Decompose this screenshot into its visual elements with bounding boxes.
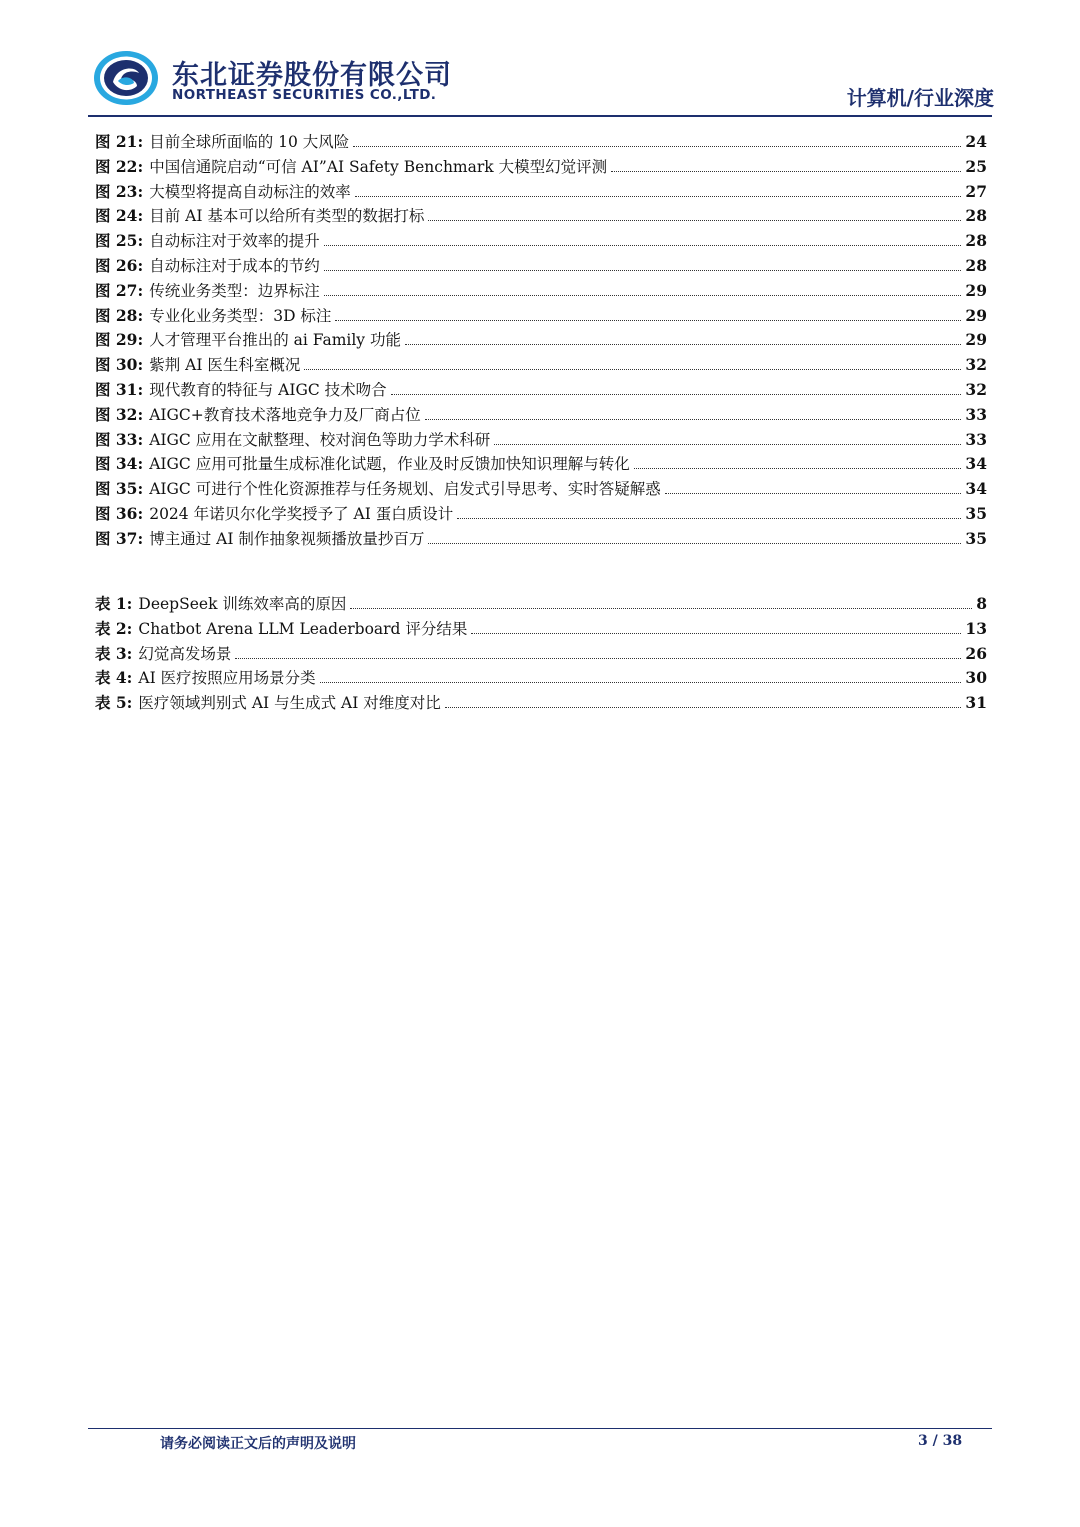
dot-leader bbox=[634, 468, 962, 469]
figure-entry[interactable] bbox=[95, 452, 987, 477]
dot-leader bbox=[353, 146, 961, 147]
toc-entry-page: 35 bbox=[965, 503, 987, 523]
toc-entry-label: 图 25: bbox=[95, 231, 144, 251]
company-name-cn: 东北证券股份有限公司 bbox=[172, 60, 452, 91]
toc-entry-title: 幻觉高发场景 bbox=[138, 644, 232, 663]
toc-entry-page: 35 bbox=[965, 528, 987, 548]
dot-leader bbox=[335, 320, 961, 321]
dot-leader bbox=[428, 543, 961, 544]
figure-entry[interactable] bbox=[95, 477, 987, 502]
toc-entry-label: 图 23: bbox=[95, 181, 144, 201]
dot-leader bbox=[304, 369, 961, 370]
figure-entry[interactable] bbox=[95, 229, 987, 254]
toc-entry-title: 目前全球所面临的 10 大风险 bbox=[149, 133, 350, 151]
toc-entry-title: AI 医疗按照应用场景分类 bbox=[138, 669, 316, 688]
dot-leader bbox=[445, 707, 962, 708]
toc-entry-label: 图 29: bbox=[95, 330, 144, 350]
figure-entry[interactable] bbox=[95, 527, 987, 552]
toc-entry-label: 图 28: bbox=[95, 305, 144, 325]
toc-entry-page: 33 bbox=[965, 429, 987, 449]
figure-entry[interactable] bbox=[95, 180, 987, 205]
toc-entry-label: 图 31: bbox=[95, 379, 144, 399]
toc-entry-label: 图 30: bbox=[95, 355, 144, 375]
toc-entry-page: 34 bbox=[965, 454, 987, 474]
report-category: 计算机/行业深度 bbox=[846, 86, 994, 110]
table-entry[interactable] bbox=[95, 691, 987, 716]
figure-entry[interactable] bbox=[95, 130, 987, 155]
toc-entry-label: 图 26: bbox=[95, 255, 144, 275]
dot-leader bbox=[324, 245, 962, 246]
dot-leader bbox=[471, 633, 961, 634]
toc-entry-title: 紫荆 AI 医生科室概况 bbox=[149, 356, 301, 375]
toc-entry-page: 13 bbox=[965, 618, 987, 638]
page-header bbox=[0, 0, 1080, 120]
toc-entry-page: 32 bbox=[965, 355, 987, 375]
dot-leader bbox=[235, 658, 961, 659]
dot-leader bbox=[355, 196, 962, 197]
toc-entry-title: 传统业务类型：边界标注 bbox=[149, 281, 320, 300]
toc-entry-label: 图 37: bbox=[95, 528, 144, 548]
toc-entry-page: 29 bbox=[965, 330, 987, 350]
figure-entry[interactable] bbox=[95, 254, 987, 279]
page-number: 3 / 38 bbox=[918, 1433, 963, 1449]
company-name-en: NORTHEAST SECURITIES CO.,LTD. bbox=[172, 87, 437, 103]
figure-entry[interactable] bbox=[95, 279, 987, 304]
toc-entry-label: 表 3: bbox=[95, 643, 133, 663]
dot-leader bbox=[324, 295, 962, 296]
toc-entry-label: 表 1: bbox=[95, 594, 133, 613]
dot-leader bbox=[391, 394, 962, 395]
northeast-securities-logo-icon bbox=[93, 50, 159, 106]
figure-entry[interactable] bbox=[95, 204, 987, 229]
toc-entry-label: 图 36: bbox=[95, 503, 144, 523]
dot-leader bbox=[405, 344, 961, 345]
toc-entry-page: 31 bbox=[965, 693, 987, 713]
toc-entry-page: 28 bbox=[965, 255, 987, 275]
dot-leader bbox=[457, 518, 961, 519]
toc-entry-page: 34 bbox=[965, 479, 987, 499]
toc-entry-title: AIGC 应用可批量生成标准化试题，作业及时反馈加快知识理解与转化 bbox=[149, 455, 630, 474]
toc-entry-label: 图 27: bbox=[95, 280, 144, 300]
toc-entry-title: 自动标注对于效率的提升 bbox=[149, 232, 320, 251]
toc-entry-label: 表 4: bbox=[95, 668, 133, 688]
dot-leader bbox=[320, 682, 962, 683]
footer-divider bbox=[88, 1428, 992, 1429]
figure-entry[interactable] bbox=[95, 502, 987, 527]
toc-entry-page: 25 bbox=[965, 156, 987, 176]
figure-entry[interactable] bbox=[95, 155, 987, 180]
toc-entry-title: 目前 AI 基本可以给所有类型的数据打标 bbox=[149, 207, 425, 226]
toc-entry-label: 图 33: bbox=[95, 429, 144, 449]
toc-entry-label: 表 5: bbox=[95, 693, 133, 713]
dot-leader bbox=[425, 419, 962, 420]
dot-leader bbox=[350, 608, 972, 609]
toc-entry-title: AIGC 可进行个性化资源推荐与任务规划、启发式引导思考、实时答疑解惑 bbox=[149, 480, 661, 499]
toc-entry-title: 专业化业务类型：3D 标注 bbox=[149, 306, 332, 325]
toc-entry-page: 24 bbox=[965, 132, 987, 151]
toc-entry-page: 26 bbox=[965, 643, 987, 663]
dot-leader bbox=[324, 270, 962, 271]
toc-entry-title: 中国信通院启动“可信 AI”AI Safety Benchmark 大模型幻觉评测 bbox=[149, 157, 608, 176]
toc-entry-label: 图 32: bbox=[95, 404, 144, 424]
dot-leader bbox=[611, 171, 961, 172]
figure-list bbox=[95, 130, 987, 552]
toc-entry-page: 33 bbox=[965, 404, 987, 424]
toc-entry-label: 图 35: bbox=[95, 479, 144, 499]
toc-entry-page: 27 bbox=[965, 181, 987, 201]
table-entry[interactable] bbox=[95, 617, 987, 642]
header-divider bbox=[88, 115, 992, 117]
toc-entry-label: 图 21: bbox=[95, 132, 144, 151]
table-list bbox=[95, 592, 987, 716]
toc-entry-title: 现代教育的特征与 AIGC 技术吻合 bbox=[149, 380, 387, 399]
toc-entry-label: 图 24: bbox=[95, 206, 144, 226]
toc-entry-label: 图 34: bbox=[95, 454, 144, 474]
toc-entry-title: Chatbot Arena LLM Leaderboard 评分结果 bbox=[138, 619, 468, 638]
table-entry[interactable] bbox=[95, 592, 987, 617]
toc-entry-title: DeepSeek 训练效率高的原因 bbox=[138, 595, 347, 613]
figure-entry[interactable] bbox=[95, 353, 987, 378]
toc-entry-title: AIGC+教育技术落地竞争力及厂商占位 bbox=[149, 405, 421, 424]
toc-entry-page: 29 bbox=[965, 280, 987, 300]
toc-entry-page: 8 bbox=[976, 594, 987, 613]
toc-entry-title: 2024 年诺贝尔化学奖授予了 AI 蛋白质设计 bbox=[149, 504, 454, 523]
toc-entry-title: 大模型将提高自动标注的效率 bbox=[149, 182, 351, 201]
toc-entry-title: 人才管理平台推出的 ai Family 功能 bbox=[149, 331, 401, 350]
footer-disclaimer: 请务必阅读正文后的声明及说明 bbox=[160, 1436, 356, 1452]
table-entry[interactable] bbox=[95, 666, 987, 691]
toc-entry-page: 32 bbox=[965, 379, 987, 399]
dot-leader bbox=[428, 220, 961, 221]
toc-entry-page: 30 bbox=[965, 668, 987, 688]
figure-entry[interactable] bbox=[95, 428, 987, 453]
toc-entry-page: 28 bbox=[965, 231, 987, 251]
dot-leader bbox=[665, 493, 962, 494]
toc-entry-page: 29 bbox=[965, 305, 987, 325]
toc-entry-title: 自动标注对于成本的节约 bbox=[149, 256, 320, 275]
table-entry[interactable] bbox=[95, 642, 987, 667]
figure-entry[interactable] bbox=[95, 403, 987, 428]
figure-entry[interactable] bbox=[95, 304, 987, 329]
toc-entry-page: 28 bbox=[965, 206, 987, 226]
figure-entry[interactable] bbox=[95, 328, 987, 353]
toc-entry-title: 博主通过 AI 制作抽象视频播放量抄百万 bbox=[149, 529, 425, 548]
toc-entry-title: AIGC 应用在文献整理、校对润色等助力学术科研 bbox=[149, 430, 491, 449]
toc-entry-label: 表 2: bbox=[95, 618, 133, 638]
toc-entry-label: 图 22: bbox=[95, 156, 144, 176]
toc-entry-title: 医疗领域判别式 AI 与生成式 AI 对维度对比 bbox=[138, 694, 441, 713]
figure-entry[interactable] bbox=[95, 378, 987, 403]
dot-leader bbox=[494, 444, 961, 445]
